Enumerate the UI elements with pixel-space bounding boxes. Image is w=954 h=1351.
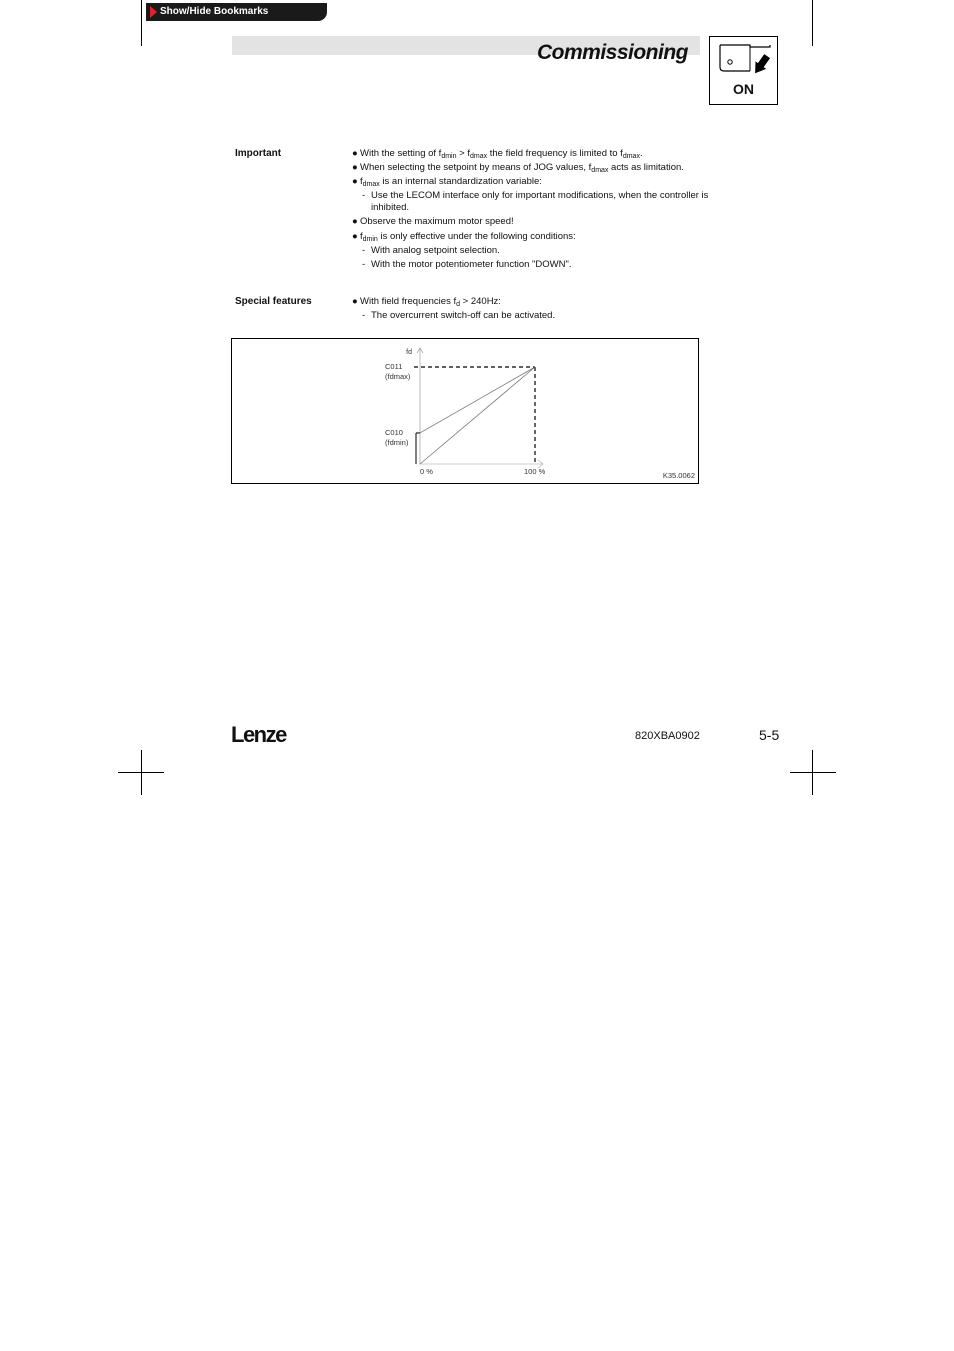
bullet-icon: ●: [352, 216, 358, 227]
list-subitem: - Use the LECOM interface only for important modifications, when the controller is: [362, 190, 709, 201]
y-tick-label: C010: [385, 427, 403, 437]
bullet-icon: ●: [352, 296, 358, 307]
crop-mark: [812, 0, 813, 46]
y-tick-label: (fdmax): [385, 372, 411, 381]
switch-icon: [710, 37, 777, 83]
list-item: ● $f_{dmax}$ is an internal standardization variable:: [352, 176, 542, 188]
frequency-chart: [232, 339, 698, 483]
x-tick-label: 0 %: [420, 467, 433, 476]
list-item: ● $f_{dmin}$ is only effective under the following conditions:: [352, 231, 576, 243]
list-item: ● When selecting the setpoint by means of JOG values, $f_{dmax}$ acts as limitation.: [352, 162, 684, 174]
bullet-icon: ●: [352, 231, 358, 242]
bullet-icon: ●: [352, 162, 358, 173]
on-label: ON: [733, 81, 754, 97]
crop-mark: [141, 750, 142, 795]
bookmarks-label: Show/Hide Bookmarks: [160, 6, 269, 17]
crop-mark: [790, 772, 836, 773]
list-subitem: - With the motor potentiometer function "DOWN".: [362, 259, 572, 270]
page-number: 5-5: [759, 727, 780, 743]
special-features-label: Special features: [235, 296, 312, 307]
document-number: 820XBA0902: [635, 730, 700, 742]
important-label: Important: [235, 148, 282, 159]
list-subitem: - With analog setpoint selection.: [362, 245, 500, 256]
play-arrow-icon: [150, 6, 157, 18]
list-subitem-continuation: inhibited.: [371, 202, 410, 213]
page-title: Commissioning: [536, 41, 688, 64]
list-subitem: - The overcurrent switch-off can be activated.: [362, 310, 556, 321]
series-line-1: [420, 367, 535, 433]
frequency-chart-frame: [231, 338, 699, 484]
x-tick-label: 100 %: [524, 467, 546, 476]
show-hide-bookmarks-button[interactable]: [146, 3, 327, 21]
bullet-icon: ●: [352, 176, 358, 187]
figure-reference: K35.0062: [662, 471, 695, 480]
crop-mark: [812, 750, 813, 795]
crop-mark: [141, 0, 142, 46]
y-tick-label: (fdmin): [385, 437, 409, 447]
y-tick-label: C011: [385, 362, 403, 371]
on-switch-badge: [709, 36, 778, 105]
series-line-2: [420, 367, 535, 464]
y-axis-label: fd: [406, 349, 412, 356]
list-item: ● With the setting of $f_{dmin} > f_{dmax}$ the field frequency is limited to $f_{dmax}$.: [352, 148, 643, 160]
list-item: ● Observe the maximum motor speed!: [352, 216, 514, 227]
lenze-logo: Lenze: [231, 722, 286, 747]
list-item: ● With field frequencies $f_d > 240Hz$:: [352, 296, 501, 308]
bullet-icon: ●: [352, 148, 358, 159]
